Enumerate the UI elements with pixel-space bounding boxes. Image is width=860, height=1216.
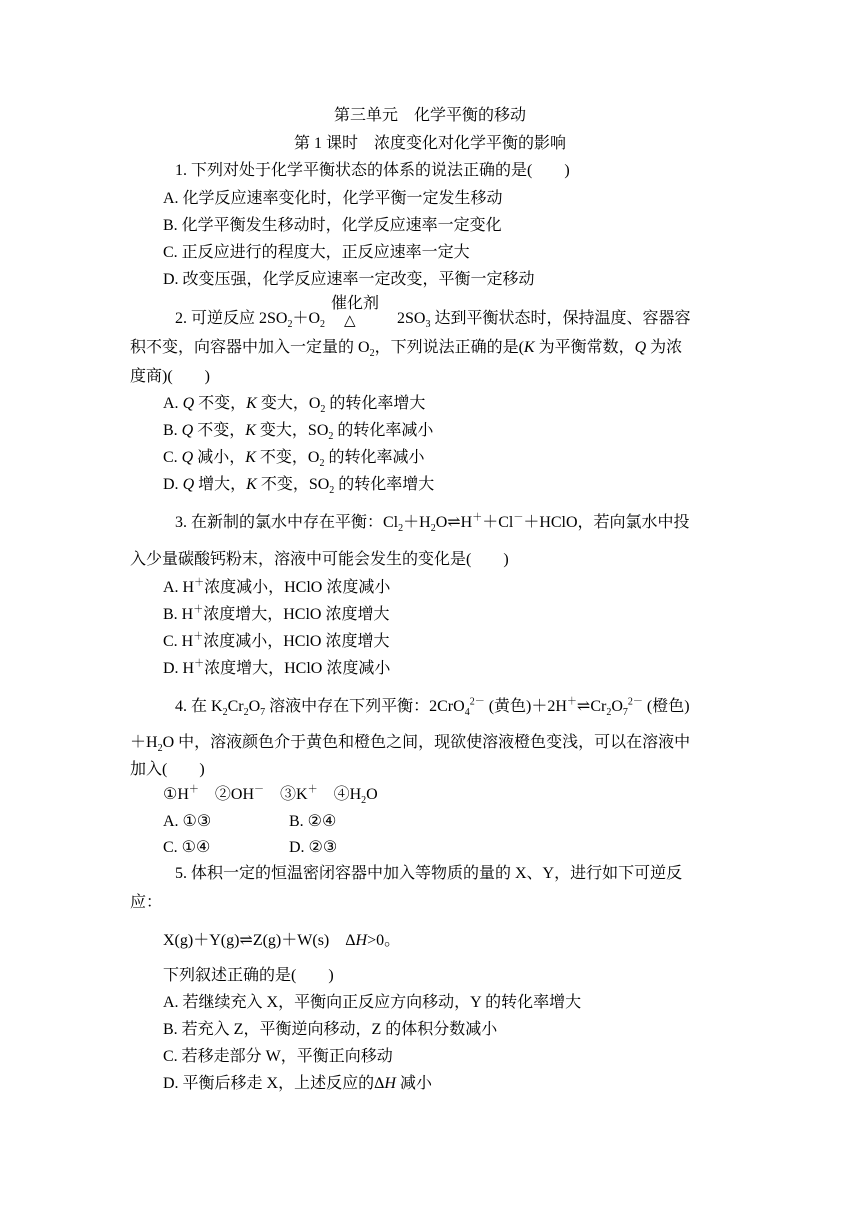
superscript: ＋ [194,658,205,670]
option-label: C. [163,449,182,466]
subscript: 2 [606,707,612,719]
superscript: ＋ [193,631,204,643]
superscript: ＋ [472,512,483,524]
q5-stem-line2: 应： [130,894,163,911]
q2-sub: 2 [287,319,293,331]
option-text: 减小， [193,449,246,466]
q2-line2-text: ，下列说法正确的是( [374,339,524,356]
k-symbol: K [246,476,257,493]
k-symbol: K [245,422,256,439]
q5-option-c: C. 若移走部分 W，平衡正向移动 [163,1048,393,1065]
option-text: D. H [163,660,195,677]
q2-sub: 2 [320,319,326,331]
q1-option-a: A. 化学反应速率变化时，化学平衡一定发生移动 [163,190,503,207]
q3-option-d [163,659,390,679]
q3-text: ＋HClO，若向氯水中投 [523,514,690,531]
subscript: 7 [622,707,628,719]
option-label: A. [163,395,183,412]
superscript: ＋ [194,577,205,589]
q5-ask: 下列叙述正确的是( ) [163,967,334,984]
q2-sub: 3 [425,319,431,331]
q3-text: ＋Cl [482,514,514,531]
q2-plus-o2: ＋O [292,310,321,327]
superscript: 2－ [469,696,485,708]
heat-symbol: △ [344,313,356,329]
subscript: 2 [157,743,163,755]
superscript: ＋ [188,784,199,796]
q5-option-a: A. 若继续充入 X，平衡向正反应方向移动，Y 的转化率增大 [163,994,582,1011]
option-text: B. H [163,606,194,623]
q-symbol: Q [181,422,194,439]
enthalpy-symbol: H [384,1075,396,1092]
option-text: 不变， [194,395,247,412]
q3-text: 3. 在新制的氯水中存在平衡：Cl [175,514,399,531]
equation-text: X(g)＋Y(g)⇌Z(g)＋W(s) Δ [163,932,356,949]
q2-stem [175,295,691,331]
q5-option-b: B. 若充入 Z，平衡逆向移动，Z 的体积分数减小 [163,1021,498,1038]
q3-text: O⇌H [435,514,473,531]
q-symbol: Q [182,476,195,493]
k-symbol: K [245,449,256,466]
subscript: 2 [243,707,249,719]
q1-option-b: B. 化学平衡发生移动时，化学反应速率一定变化 [163,217,502,234]
q4-text: ⇌Cr [576,698,607,715]
reagent-item: ③K [264,786,308,803]
q1-stem: 1. 下列对处于化学平衡状态的体系的说法正确的是( ) [175,162,570,179]
catalyst-arrow [325,295,397,329]
q3-text: ＋H [403,514,431,531]
q4-text: O 中，溶液颜色介于黄色和橙色之间，现欲使溶液橙色变浅，可以在溶液中 [162,734,691,751]
q2-option-b [163,421,433,441]
option-text: 增大， [194,476,247,493]
q4-option-d: D. ②③ [289,839,338,856]
q4-text: O [611,698,623,715]
q3-stem [175,513,690,533]
q5-option-d [163,1074,432,1094]
q5-equation [163,931,400,951]
q2-stem-tail: 达到平衡状态时，保持温度、容器容 [430,310,691,327]
q-symbol: Q [182,395,195,412]
option-text: 不变，SO [256,476,330,493]
q4-text: Cr [227,698,244,715]
q2-line2-text: 为平衡常数， [534,339,635,356]
option-text: 变大，O [256,395,321,412]
option-label: D. [163,476,183,493]
q2-stem-line2 [130,338,682,358]
reagent-item: ④H [317,786,362,803]
superscript: － [513,512,524,524]
q1-option-c: C. 正反应进行的程度大，正反应速率一定大 [163,244,470,261]
q2-q-symbol: Q [634,339,647,356]
option-text: 的转化率增大 [334,476,435,493]
q5-stem: 5. 体积一定的恒温密闭容器中加入等物质的量的 X、Y，进行如下可逆反 [175,865,683,882]
option-text: 的转化率减小 [333,422,434,439]
option-text: D. 平衡后移走 X，上述反应的Δ [163,1075,385,1092]
subscript: 4 [464,707,470,719]
q3-option-a [163,578,390,598]
option-text: 减小 [395,1075,432,1092]
subscript: 2 [329,485,335,497]
q3-option-b [163,605,389,625]
option-text: 不变， [193,422,246,439]
option-text: 不变，O [255,449,320,466]
lesson-title: 第 1 课时 浓度变化对化学平衡的影响 [293,135,566,152]
q4-stem-line2 [130,733,690,753]
q4-option-c: C. ①④ [163,839,211,856]
subscript: 2 [319,458,325,470]
option-text: 的转化率增大 [325,395,426,412]
q4-stem-line3: 加入( ) [130,761,205,778]
q2-stem-line3: 度商)( ) [130,368,210,385]
q4-text: (橙色) [642,698,690,715]
unit-title: 第三单元 化学平衡的移动 [333,107,526,124]
q1-option-d: D. 改变压强，化学反应速率一定改变，平衡一定移动 [163,271,535,288]
q4-text: 溶液中存在下列平衡：2CrO [265,698,465,715]
reagent-item: ②OH [198,786,255,803]
reagent-item: ①H [163,786,189,803]
subscript: 2 [361,795,367,807]
q4-option-b: B. ②④ [289,813,337,830]
q2-option-a [163,394,425,414]
q3-stem-line2: 入少量碳酸钙粉末，溶液中可能会发生的变化是( ) [130,551,509,568]
enthalpy-symbol: H [355,932,368,949]
q2-option-c [163,448,425,468]
q4-stem [175,697,690,717]
reagent-item: O [366,786,378,803]
option-text: A. H [163,579,195,596]
superscript: ＋ [193,604,204,616]
q4-text: 4. 在 K [175,698,223,715]
superscript: ＋ [566,696,577,708]
equation-text: >0。 [367,932,401,949]
option-text: 浓度减小，HClO 浓度增大 [203,633,390,650]
q4-reagent-list [163,785,378,805]
q2-line2-text: 为浓 [646,339,683,356]
q3-option-c [163,632,389,652]
option-text: 的转化率减小 [324,449,425,466]
superscript: ＋ [307,784,318,796]
subscript: 2 [430,523,436,535]
option-label: B. [163,422,182,439]
subscript: 2 [222,707,228,719]
k-symbol: K [246,395,257,412]
option-text: 浓度减小，HClO 浓度减小 [204,579,391,596]
q2-so3: 2SO [397,310,426,327]
q4-text: ＋H [130,734,158,751]
superscript: － [254,784,265,796]
subscript: 7 [260,707,266,719]
q4-option-a: A. ①③ [163,813,212,830]
option-text: 变大，SO [255,422,329,439]
q2-k-symbol: K [523,339,535,356]
q-symbol: Q [181,449,194,466]
q2-line2-text: 积不变，向容器中加入一定量的 O [130,339,370,356]
subscript: 2 [320,404,326,416]
catalyst-label: 催化剂 [331,295,380,312]
subscript: 2 [328,431,334,443]
q2-option-d [163,475,434,495]
q2-sub: 2 [369,348,375,360]
option-text: 浓度增大，HClO 浓度减小 [204,660,391,677]
q4-text: (黄色)＋2H [484,698,567,715]
superscript: 2－ [627,696,643,708]
option-text: 浓度增大，HClO 浓度增大 [203,606,390,623]
option-text: C. H [163,633,194,650]
subscript: 2 [398,523,404,535]
q2-stem-text: 2. 可逆反应 2SO [175,310,288,327]
q4-text: O [248,698,261,715]
